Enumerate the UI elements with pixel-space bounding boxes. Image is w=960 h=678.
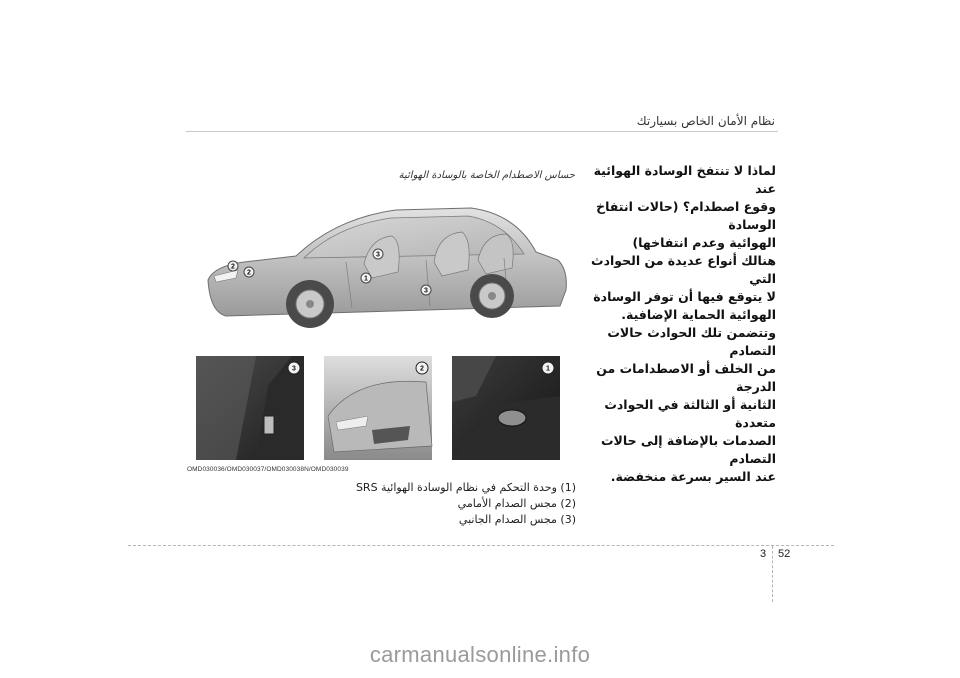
page-number: 52 bbox=[778, 548, 791, 560]
svg-text:1: 1 bbox=[546, 365, 550, 373]
svg-text:2: 2 bbox=[231, 263, 235, 271]
car-cutaway-illustration bbox=[186, 182, 576, 348]
body-line: الثانية أو الثالثة في الحوادث متعددة bbox=[604, 397, 776, 430]
body-line: عند السير بسرعة منخفضة. bbox=[610, 469, 776, 484]
body-line: لماذا لا تنتفخ الوسادة الهوائية عند bbox=[593, 163, 776, 196]
body-line: من الخلف أو الاصطدامات من الدرجة bbox=[596, 361, 776, 394]
sensor-photo-row bbox=[196, 356, 560, 460]
figure-legend bbox=[350, 480, 576, 528]
svg-text:3: 3 bbox=[424, 287, 428, 295]
body-paragraph bbox=[584, 162, 776, 486]
watermark: carmanualsonline.info bbox=[369, 642, 591, 667]
legend-item-2: (2) مجس الصدام الأمامي bbox=[457, 497, 576, 510]
car-label-3b bbox=[421, 285, 431, 295]
header-title: نظام الأمان الخاص بسيارتك bbox=[636, 114, 775, 128]
photo-control-unit bbox=[452, 356, 560, 460]
figure-caption: حساس الاصطدام الخاصة بالوسادة الهوائية bbox=[398, 170, 575, 181]
car-label-1 bbox=[361, 273, 371, 283]
body-line: الهوائية الحماية الإضافية. bbox=[621, 307, 776, 322]
chapter-number: 3 bbox=[760, 548, 767, 560]
photo-front-sensor bbox=[324, 356, 432, 460]
car-label-3a bbox=[373, 249, 383, 259]
body-line: وتتضمن تلك الحوادث حالات التصادم bbox=[607, 325, 776, 358]
svg-text:2: 2 bbox=[420, 365, 424, 373]
figure-code: OMD030036/OMD030037/OMD030038N/OMD030039 bbox=[187, 466, 349, 473]
svg-text:1: 1 bbox=[364, 275, 368, 283]
svg-text:3: 3 bbox=[376, 251, 380, 259]
svg-text:2: 2 bbox=[247, 269, 251, 277]
legend-item-1: (1) وحدة التحكم في نظام الوسادة الهوائية SRS bbox=[355, 481, 576, 494]
header-rule bbox=[186, 131, 778, 132]
footer-rule bbox=[128, 545, 834, 546]
photo-side-sensor bbox=[196, 356, 304, 460]
svg-text:3: 3 bbox=[292, 365, 296, 373]
car-label-2a bbox=[228, 261, 238, 271]
car-label-2b bbox=[244, 267, 254, 277]
body-line: لا يتوقع فيها أن توفر الوسادة bbox=[593, 289, 776, 304]
body-line: هنالك أنواع عديدة من الحوادث التي bbox=[591, 253, 776, 286]
body-line: الصدمات بالإضافة إلى حالات التصادم bbox=[601, 433, 776, 466]
body-line: الهوائية وعدم انتفاخها) bbox=[632, 235, 776, 250]
legend-item-3: (3) مجس الصدام الجانبي bbox=[458, 513, 576, 526]
footer-divider bbox=[772, 546, 773, 602]
body-line: وقوع اصطدام؟ (حالات انتفاخ الوسادة bbox=[596, 199, 776, 232]
